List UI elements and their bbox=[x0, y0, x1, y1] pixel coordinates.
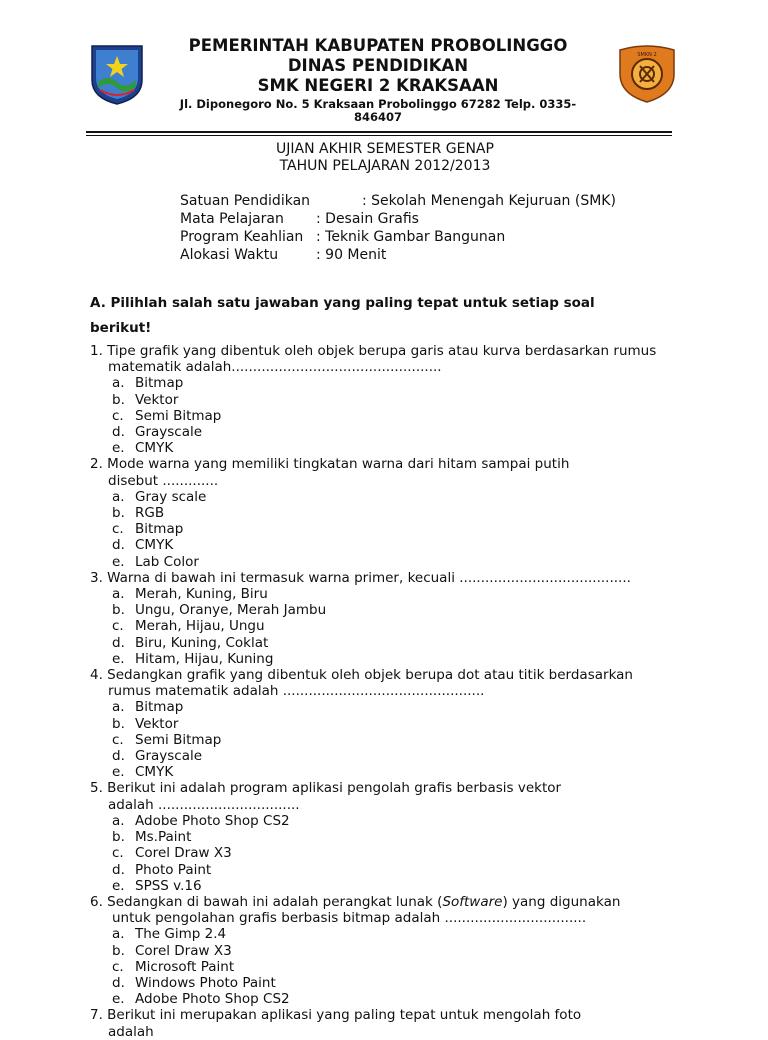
option-text: Ungu, Oranye, Merah Jambu bbox=[135, 602, 327, 619]
school-emblem-label: SMKN 2 bbox=[637, 52, 657, 58]
address-line-1: Jl. Diponegoro No. 5 Kraksaan Probolinggo 67282 Telp. 0335- bbox=[179, 97, 577, 111]
option-letter: e. bbox=[112, 440, 125, 457]
option-text: Adobe Photo Shop CS2 bbox=[135, 991, 290, 1008]
option-text: Vektor bbox=[135, 391, 179, 408]
question-item bbox=[90, 780, 690, 893]
option-text: Semi Bitmap bbox=[135, 407, 222, 424]
answer-option[interactable] bbox=[90, 537, 690, 553]
option-text: Hitam, Hijau, Kuning bbox=[135, 650, 274, 667]
answer-option[interactable] bbox=[90, 943, 690, 959]
info-row bbox=[180, 228, 616, 246]
answer-option[interactable] bbox=[90, 699, 690, 715]
info-row bbox=[180, 210, 616, 228]
option-letter: e. bbox=[112, 991, 125, 1008]
info-label: Satuan Pendidikan bbox=[180, 193, 311, 209]
question-item bbox=[90, 667, 690, 780]
option-letter: a. bbox=[112, 375, 125, 392]
info-label: Alokasi Waktu bbox=[180, 247, 279, 263]
answer-option[interactable] bbox=[90, 375, 690, 391]
info-value: : 90 Menit bbox=[316, 247, 387, 263]
answer-option[interactable] bbox=[90, 732, 690, 748]
option-text: CMYK bbox=[135, 440, 174, 457]
option-text: Vektor bbox=[135, 715, 179, 732]
option-text: CMYK bbox=[135, 537, 174, 554]
answer-option[interactable] bbox=[90, 586, 690, 602]
answer-option[interactable] bbox=[90, 392, 690, 408]
answer-option[interactable] bbox=[90, 521, 690, 537]
answer-option[interactable] bbox=[90, 440, 690, 456]
answer-option[interactable] bbox=[90, 554, 690, 570]
address-line-2: 846407 bbox=[353, 110, 402, 124]
answer-option[interactable] bbox=[90, 602, 690, 618]
option-letter: c. bbox=[112, 407, 124, 424]
option-text: The Gimp 2.4 bbox=[135, 926, 227, 943]
option-letter: e. bbox=[112, 553, 125, 570]
question-text: 2. Mode warna yang memiliki tingkatan warna dari hitam sampai putih bbox=[90, 456, 570, 473]
question-item bbox=[90, 1007, 690, 1039]
info-label: Mata Pelajaran bbox=[180, 211, 284, 227]
exam-title-line-1: UJIAN AKHIR SEMESTER GENAP bbox=[276, 141, 494, 157]
info-label: Program Keahlian bbox=[180, 229, 304, 245]
option-letter: c. bbox=[112, 731, 124, 748]
option-letter: b. bbox=[112, 829, 125, 846]
question-text bbox=[90, 894, 690, 910]
option-letter: d. bbox=[112, 748, 125, 765]
question-text-continued: untuk pengolahan grafis berbasis bitmap adalah ................................. bbox=[112, 910, 587, 927]
answer-option[interactable] bbox=[90, 764, 690, 780]
section-instruction-line-2: berikut! bbox=[90, 320, 152, 336]
info-value: : Teknik Gambar Bangunan bbox=[316, 229, 506, 245]
section-instruction-line-1: A. Pilihlah salah satu jawaban yang paling tepat untuk setiap soal bbox=[90, 295, 595, 311]
option-letter: b. bbox=[112, 715, 125, 732]
question-text-continued: rumus matematik adalah ............................................... bbox=[108, 683, 485, 700]
option-letter: d. bbox=[112, 537, 125, 554]
option-text: Microsoft Paint bbox=[135, 958, 235, 975]
option-text: CMYK bbox=[135, 764, 174, 781]
option-text: Grayscale bbox=[135, 424, 203, 441]
info-row bbox=[180, 192, 616, 210]
answer-option[interactable] bbox=[90, 408, 690, 424]
question-item bbox=[90, 343, 690, 456]
answer-option[interactable] bbox=[90, 748, 690, 764]
option-text: Biru, Kuning, Coklat bbox=[135, 634, 269, 651]
question-text-continued: adalah bbox=[108, 1023, 154, 1040]
option-text: Bitmap bbox=[135, 521, 184, 538]
government-name: PEMERINTAH KABUPATEN PROBOLINGGO bbox=[188, 36, 568, 55]
answer-option[interactable] bbox=[90, 505, 690, 521]
option-letter: b. bbox=[112, 505, 125, 522]
question-item bbox=[90, 894, 690, 1007]
answer-option[interactable] bbox=[90, 862, 690, 878]
option-text: Semi Bitmap bbox=[135, 731, 222, 748]
option-text: Grayscale bbox=[135, 748, 203, 765]
answer-option[interactable] bbox=[90, 829, 690, 845]
question-text-start: 6. Sedangkan di bawah ini adalah perangkat lunak ( bbox=[90, 893, 443, 910]
option-letter: b. bbox=[112, 942, 125, 959]
question-text-continued: disebut ............. bbox=[108, 472, 219, 489]
option-letter: d. bbox=[112, 634, 125, 651]
option-letter: e. bbox=[112, 877, 125, 894]
department-name: DINAS PENDIDIKAN bbox=[287, 56, 469, 75]
option-letter: a. bbox=[112, 926, 125, 943]
option-text: Gray scale bbox=[135, 488, 207, 505]
header-divider-thin bbox=[86, 135, 672, 136]
option-letter: a. bbox=[112, 586, 125, 603]
answer-option[interactable] bbox=[90, 813, 690, 829]
answer-option[interactable] bbox=[90, 424, 690, 440]
option-letter: b. bbox=[112, 391, 125, 408]
question-text-continued: matematik adalah................................................. bbox=[108, 359, 442, 376]
option-text: Corel Draw X3 bbox=[135, 845, 232, 862]
answer-option[interactable] bbox=[90, 991, 690, 1007]
section-instruction bbox=[90, 291, 650, 341]
question-text: 4. Sedangkan grafik yang dibentuk oleh objek berupa dot atau titik berdasarkan bbox=[90, 667, 633, 684]
option-text: Lab Color bbox=[135, 553, 199, 570]
option-text: RGB bbox=[135, 505, 165, 522]
answer-option[interactable] bbox=[90, 651, 690, 667]
option-text: Corel Draw X3 bbox=[135, 942, 232, 959]
option-letter: c. bbox=[112, 618, 124, 635]
header-divider-thick bbox=[86, 131, 672, 133]
option-letter: d. bbox=[112, 861, 125, 878]
answer-option[interactable] bbox=[90, 959, 690, 975]
option-letter: e. bbox=[112, 764, 125, 781]
option-letter: b. bbox=[112, 602, 125, 619]
question-text: 1. Tipe grafik yang dibentuk oleh objek berupa garis atau kurva berdasarkan rumus bbox=[90, 343, 657, 359]
answer-option[interactable] bbox=[90, 618, 690, 634]
regency-emblem-icon bbox=[90, 42, 144, 106]
info-row bbox=[180, 246, 616, 264]
option-text: Merah, Kuning, Biru bbox=[135, 586, 268, 603]
answer-option[interactable] bbox=[90, 975, 690, 991]
option-letter: a. bbox=[112, 488, 125, 505]
answer-option[interactable] bbox=[90, 878, 690, 894]
school-emblem-icon bbox=[616, 44, 678, 104]
option-letter: c. bbox=[112, 521, 124, 538]
option-letter: d. bbox=[112, 974, 125, 991]
school-name: SMK NEGERI 2 KRAKSAAN bbox=[257, 76, 499, 95]
answer-option[interactable] bbox=[90, 489, 690, 505]
option-text: Merah, Hijau, Ungu bbox=[135, 618, 265, 635]
answer-option[interactable] bbox=[90, 845, 690, 861]
option-letter: a. bbox=[112, 699, 125, 716]
exam-info bbox=[180, 192, 616, 264]
option-letter: c. bbox=[112, 845, 124, 862]
option-text: Bitmap bbox=[135, 699, 184, 716]
question-text-continued: adalah ................................. bbox=[108, 796, 300, 813]
letterhead bbox=[150, 36, 606, 124]
question-item bbox=[90, 570, 690, 667]
question-text-end: ) yang digunakan bbox=[502, 893, 621, 910]
option-text: Photo Paint bbox=[135, 861, 212, 878]
info-value: : Sekolah Menengah Kejuruan (SMK) bbox=[362, 193, 616, 209]
question-text-italic: Software bbox=[442, 893, 503, 910]
option-letter: e. bbox=[112, 650, 125, 667]
option-letter: a. bbox=[112, 812, 125, 829]
question-text: 3. Warna di bawah ini termasuk warna primer, kecuali ........................................ bbox=[90, 569, 631, 586]
option-text: SPSS v.16 bbox=[135, 877, 202, 894]
option-text: Bitmap bbox=[135, 375, 184, 392]
info-value: : Desain Grafis bbox=[316, 211, 419, 227]
exam-title bbox=[190, 141, 580, 175]
question-item bbox=[90, 456, 690, 569]
answer-option[interactable] bbox=[90, 635, 690, 651]
school-address bbox=[150, 98, 606, 124]
question-text: 7. Berikut ini merupakan aplikasi yang paling tepat untuk mengolah foto bbox=[90, 1007, 582, 1024]
answer-option[interactable] bbox=[90, 926, 690, 942]
question-list bbox=[90, 343, 690, 1040]
option-text: Ms.Paint bbox=[135, 829, 192, 846]
option-letter: d. bbox=[112, 424, 125, 441]
option-text: Adobe Photo Shop CS2 bbox=[135, 812, 290, 829]
exam-title-line-2: TAHUN PELAJARAN 2012/2013 bbox=[279, 158, 491, 174]
option-text: Windows Photo Paint bbox=[135, 974, 276, 991]
answer-option[interactable] bbox=[90, 716, 690, 732]
option-letter: c. bbox=[112, 958, 124, 975]
question-text: 5. Berikut ini adalah program aplikasi pengolah grafis berbasis vektor bbox=[90, 780, 562, 797]
